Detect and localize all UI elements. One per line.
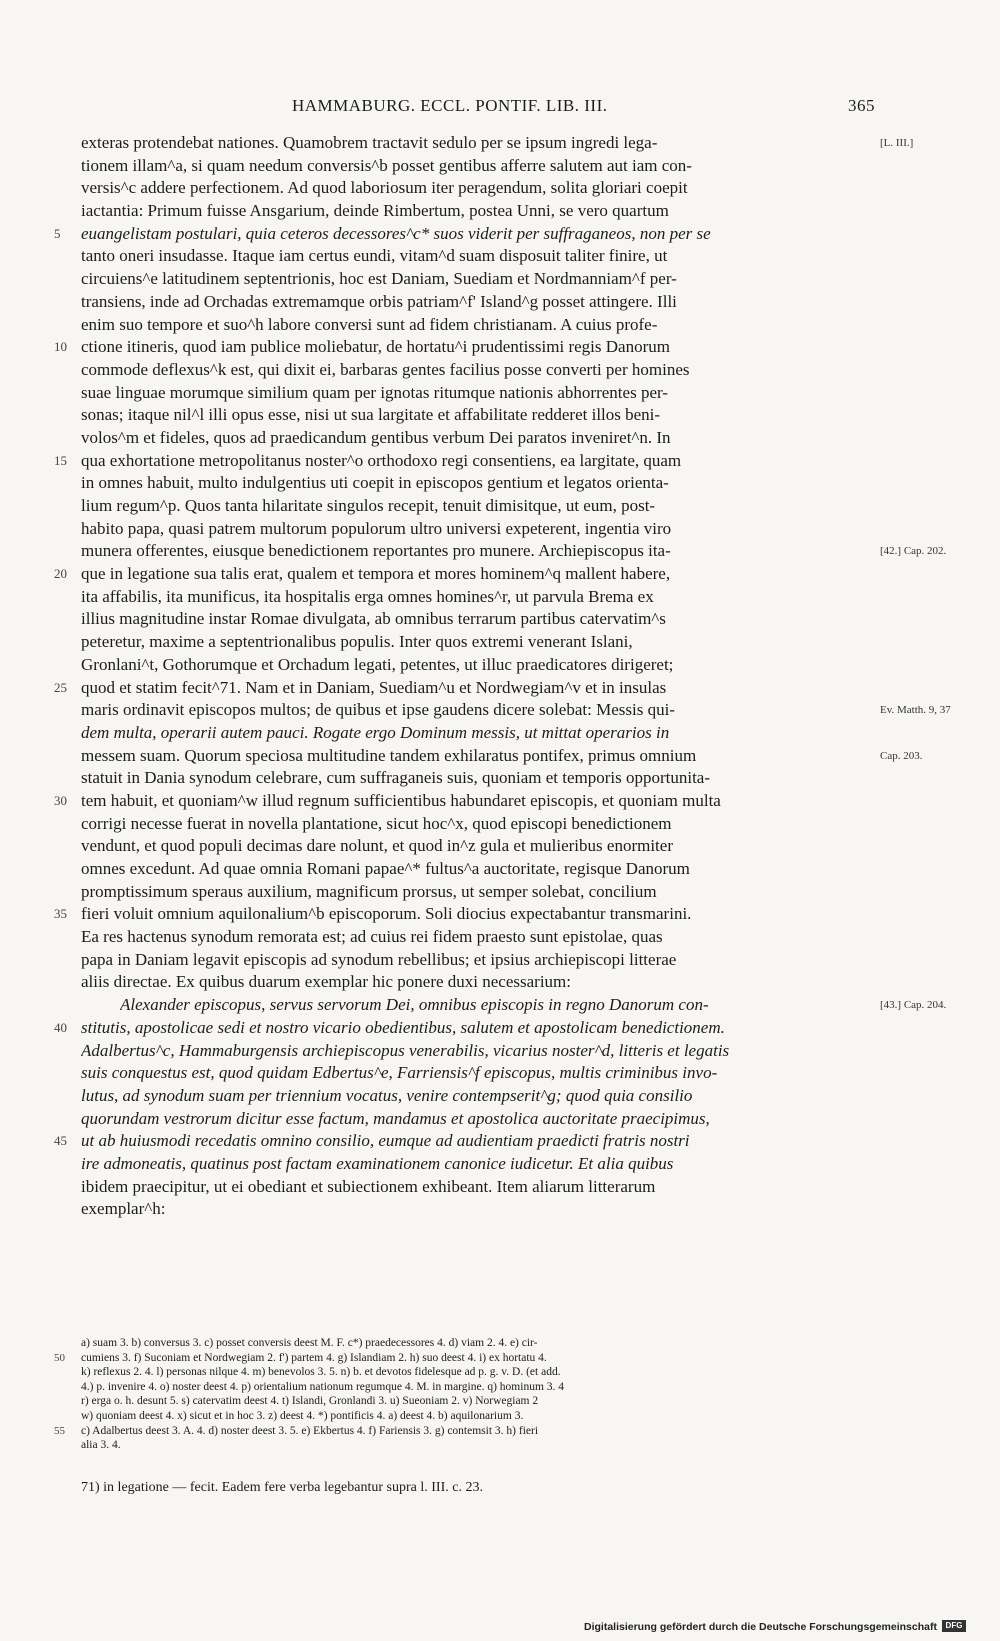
line-text: statuit in Dania synodum celebrare, cum suffraganeis suis, quoniam et temporis opportunita-: [81, 768, 711, 788]
text-line: [0, 586, 1000, 609]
line-number: 50: [54, 1351, 65, 1364]
line-text: iactantia: Primum fuisse Ansgarium, deinde Rimbertum, postea Unni, se vero quartum: [81, 201, 669, 221]
line-text: tanto oneri insudasse. Itaque iam certus eundi, vitam^d suam disposuit taliter finire, ut: [81, 246, 668, 266]
footnote-line: [0, 1380, 1000, 1395]
line-text: tionem illam^a, si quam needum conversis^b posset gentibus afferre salutem aut iam con-: [81, 155, 692, 175]
text-line: [0, 427, 1000, 450]
line-text: habito papa, quasi patrem multorum populorum ultro universi expeterent, ingentia viro: [81, 518, 672, 538]
line-number: 25: [54, 679, 67, 695]
text-line: [0, 495, 1000, 518]
line-text: commode deflexus^k est, qui dixit ei, barbaras gentes facilius posse converti per homines: [81, 359, 690, 379]
text-line: [0, 1153, 1000, 1176]
main-text: [0, 132, 1000, 1221]
line-text: papa in Daniam legavit episcopis ad synodum rebellibus; et ipsius archiepiscopi litterae: [81, 949, 677, 969]
footnote-line: [0, 1365, 1000, 1380]
text-line: [0, 518, 1000, 541]
critical-apparatus: [0, 1336, 1000, 1453]
text-line: [0, 382, 1000, 405]
footnote-text: c) Adalbertus deest 3. A. 4. d) noster deest 3. 5. e) Ekbertus 4. f) Fariensis 3. g) contemsit 3. h) fieri: [81, 1424, 539, 1437]
text-line: [0, 268, 1000, 291]
line-text: maris ordinavit episcopos multos; de quibus et ipse gaudens dicere solebat: Messis qui-: [81, 700, 675, 720]
text-line: [0, 359, 1000, 382]
text-line: [0, 177, 1000, 200]
line-text: versis^c addere perfectionem. Ad quod laboriosum iter peragendum, solita gloriari coepit: [81, 178, 688, 198]
line-text: aliis directae. Ex quibus duarum exemplar hic ponere duxi necessarium:: [81, 972, 572, 992]
line-text: euangelistam postulari, quia ceteros decessores^c* suos viderit per suffraganeos, non per se: [81, 223, 711, 243]
text-line: [0, 1017, 1000, 1040]
footnote-line: [0, 1351, 1000, 1366]
text-line: [0, 699, 1000, 722]
line-number: 35: [54, 906, 67, 922]
footnote-text: k) reflexus 2. 4. l) personas nilque 4. m) benevolos 3. 5. n) b. et devotos fidelesque ad p. g. v. D. (et add.: [81, 1366, 561, 1379]
line-number: 55: [54, 1424, 65, 1437]
text-line: [0, 767, 1000, 790]
footnote-71: 71) in legatione — fecit. Eadem fere verba legebantur supra l. III. c. 23.: [81, 1480, 483, 1495]
line-text: corrigi necesse fuerat in novella plantatione, sicut hoc^x, quod episcopi benedictionem: [81, 813, 672, 833]
line-text: Alexander episcopus, servus servorum Dei, omnibus episcopis in regno Danorum con-: [120, 995, 709, 1015]
text-line: [0, 971, 1000, 994]
line-text: omnes excedunt. Ad quae omnia Romani papae^* fultus^a auctoritate, regisque Danorum: [81, 859, 690, 878]
line-text: lium regum^p. Quos tanta hilaritate singulos recepit, tenuit dimisitque, ut eum, post-: [81, 496, 656, 515]
line-text: suae linguae morumque similium quam per ignotas ritumque nationis abhorrentes per-: [81, 382, 668, 402]
line-text: peteretur, maxime a septentrionalibus populis. Inter quos extremi venerant Islani,: [81, 632, 633, 652]
footnote-text: a) suam 3. b) conversus 3. c) posset conversis deest M. F. c*) praedecessores 4. d) viam 2. 4. e) cir-: [81, 1337, 538, 1349]
line-number: 5: [54, 225, 61, 241]
line-text: promptissimum speraus auxilium, magnificum prorsus, ut semper solebat, concilium: [81, 881, 657, 901]
line-text: sonas; itaque nil^l illi opus esse, nisi ut sua largitate et affabilitate redderet illos beni-: [81, 405, 661, 425]
text-line: [0, 881, 1000, 904]
line-text: in omnes habuit, multo indulgentius uti coepit in episcopos gentium et legatos orienta-: [81, 473, 669, 493]
line-text: exteras protendebat nationes. Quamobrem tractavit sedulo per se ipsum ingredi lega-: [81, 133, 658, 152]
footnote-text: r) erga o. h. desunt 5. s) catervatim deest 4. t) Islandi, Gronlandi 3. u) Sueoniam 2. v) Norwegiam 2: [81, 1395, 539, 1408]
line-text: lutus, ad synodum suam per triennium vocatus, venire contempserit^g; quod quia consilio: [81, 1085, 693, 1105]
line-text: tem habuit, et quoniam^w illud regnum sufficientibus habundaret episcopis, et quoniam multa: [81, 790, 721, 810]
line-text: Ea res hactenus synodum remorata est; ad cuius rei fidem praesto sunt epistolae, quas: [81, 927, 663, 947]
line-text: ire admoneatis, quatinus post factam examinationem canonice iudicetur. Et alia quibus: [81, 1153, 674, 1173]
text-line: [0, 291, 1000, 314]
footnote-line: [0, 1394, 1000, 1409]
text-line: [0, 404, 1000, 427]
text-line: [0, 245, 1000, 268]
line-text: munera offerentes, eiusque benedictionem reportantes pro munere. Archiepiscopus ita-: [81, 541, 671, 561]
line-text: transiens, inde ad Orchadas extremamque orbis patriam^f' Island^g posset attingere. Illi: [81, 291, 677, 311]
line-text: suis conquestus est, quod quidam Edbertus^e, Farriensis^f episcopus, multis criminibus invo-: [81, 1063, 718, 1083]
text-line: [0, 722, 1000, 745]
text-line: [0, 813, 1000, 836]
footnote-line: [0, 1336, 1000, 1351]
dfg-logo: DFG: [942, 1620, 966, 1632]
text-line: [0, 677, 1000, 700]
margin-note: Ev. Matth. 9, 37: [880, 704, 951, 717]
footnote-text: w) quoniam deest 4. x) sicut et in hoc 3. z) deest 4. *) pontificis 4. a) deest 4. b) aquilonarium 3.: [81, 1409, 524, 1422]
text-line: [0, 314, 1000, 337]
text-line: [0, 472, 1000, 495]
footnote-line: [0, 1424, 1000, 1439]
text-line: [0, 200, 1000, 223]
text-line: [0, 155, 1000, 178]
text-line: [0, 654, 1000, 677]
line-text: ita affabilis, ita munificus, ita hospitalis erga omnes homines^r, ut parvula Brema ex: [81, 586, 654, 606]
margin-note: [43.] Cap. 204.: [880, 999, 947, 1012]
line-text: circuiens^e latitudinem septentrionis, hoc est Daniam, Suediam et Nordmanniam^f per-: [81, 269, 677, 289]
footnote-text: cumiens 3. f) Suconiam et Nordwegiam 2. f') partem 4. g) Islandiam 2. h) suo deest 4. i) ex hortatu 4.: [81, 1351, 547, 1364]
text-line: [0, 450, 1000, 473]
line-text: illius magnitudine instar Romae divulgata, ab omnibus terrarum partibus catervatim^s: [81, 609, 666, 629]
line-text: ctione itineris, quod iam publice moliebatur, de hortatu^i prudentissimi regis Danorum: [81, 337, 670, 357]
line-text: Gronlani^t, Gothorumque et Orchadum legati, petentes, ut illuc praedicatores dirigeret;: [81, 654, 674, 674]
text-line: [0, 949, 1000, 972]
line-text: messem suam. Quorum speciosa multitudine tandem exhilaratus pontifex, primus omnium: [81, 745, 697, 765]
text-line: [0, 835, 1000, 858]
text-line: [0, 1198, 1000, 1221]
line-number: 45: [54, 1133, 67, 1149]
footnote-line: [0, 1409, 1000, 1424]
text-line: [0, 540, 1000, 563]
text-line: [0, 1062, 1000, 1085]
text-line: [0, 563, 1000, 586]
line-text: volos^m et fideles, quos ad praedicandum gentibus verbum Dei paratos inveniret^n. In: [81, 427, 671, 447]
margin-note: [L. III.]: [880, 137, 914, 149]
running-header: [0, 96, 1000, 120]
line-text: stitutis, apostolicae sedi et nostro vicario obedientibus, salutem et apostolicam benedictionem.: [81, 1017, 725, 1037]
text-line: [0, 903, 1000, 926]
footnote-text: 4.) p. invenire 4. o) noster deest 4. p) orientalium nationum regumque 4. M. in margine. q) hominum 3. 4: [81, 1380, 565, 1393]
line-number: 40: [54, 1019, 67, 1035]
text-line: [0, 132, 1000, 155]
text-line: [0, 631, 1000, 654]
line-text: fieri voluit omnium aquilonalium^b episcoporum. Soli diocius expectabantur transmarini.: [81, 904, 692, 924]
text-line: [0, 1176, 1000, 1199]
header-title: HAMMABURG. ECCL. PONTIF. LIB. III.: [292, 96, 608, 115]
text-line: [0, 858, 1000, 881]
line-text: quorundam vestrorum dicitur esse factum, mandamus et apostolica auctoritate praecipimus,: [81, 1108, 710, 1128]
text-line: [0, 994, 1000, 1017]
footnote-line: [0, 1438, 1000, 1453]
line-text: dem multa, operarii autem pauci. Rogate ergo Dominum messis, ut mittat operarios in: [81, 722, 670, 742]
text-line: [0, 745, 1000, 768]
line-text: que in legatione sua talis erat, qualem et tempora et mores hominem^q mallent habere,: [81, 564, 671, 584]
line-number: 10: [54, 339, 67, 355]
footnote-text: alia 3. 4.: [81, 1439, 121, 1452]
line-text: exemplar^h:: [81, 1199, 166, 1219]
text-line: [0, 1085, 1000, 1108]
line-text: quod et statim fecit^71. Nam et in Daniam, Suediam^u et Nordwegiam^v et in insulas: [81, 677, 667, 697]
line-text: ibidem praecipitur, ut ei obediant et subiectionem exhibeant. Item aliarum litterarum: [81, 1176, 656, 1196]
line-text: vendunt, et quod populi decimas dare nolunt, et quod in^z gula et mulieribus enormiter: [81, 836, 673, 856]
text-line: [0, 926, 1000, 949]
text-line: [0, 790, 1000, 813]
line-text: qua exhortatione metropolitanus noster^o orthodoxo regi consentiens, ea largitate, quam: [81, 450, 682, 470]
text-line: [0, 223, 1000, 246]
margin-note: Cap. 203.: [880, 749, 923, 762]
text-line: [0, 1130, 1000, 1153]
text-line: [0, 608, 1000, 631]
text-line: [0, 336, 1000, 359]
margin-note: [42.] Cap. 202.: [880, 545, 947, 558]
line-text: enim suo tempore et suo^h labore conversi sunt ad fidem christianam. A cuius profe-: [81, 314, 658, 334]
line-number: 30: [54, 792, 67, 808]
line-text: Adalbertus^c, Hammaburgensis archiepiscopus venerabilis, vicarius noster^d, litteris et legatis: [81, 1040, 730, 1060]
line-number: 15: [54, 452, 67, 468]
text-line: [0, 1040, 1000, 1063]
digitization-credit: Digitalisierung gefördert durch die Deutsche Forschungsgemeinschaft: [584, 1621, 937, 1633]
line-number: 20: [54, 566, 67, 582]
text-line: [0, 1108, 1000, 1131]
page-number: 365: [848, 96, 875, 115]
line-text: ut ab huiusmodi recedatis omnino consilio, eumque ad audientiam praedicti fratris nostri: [81, 1131, 690, 1151]
